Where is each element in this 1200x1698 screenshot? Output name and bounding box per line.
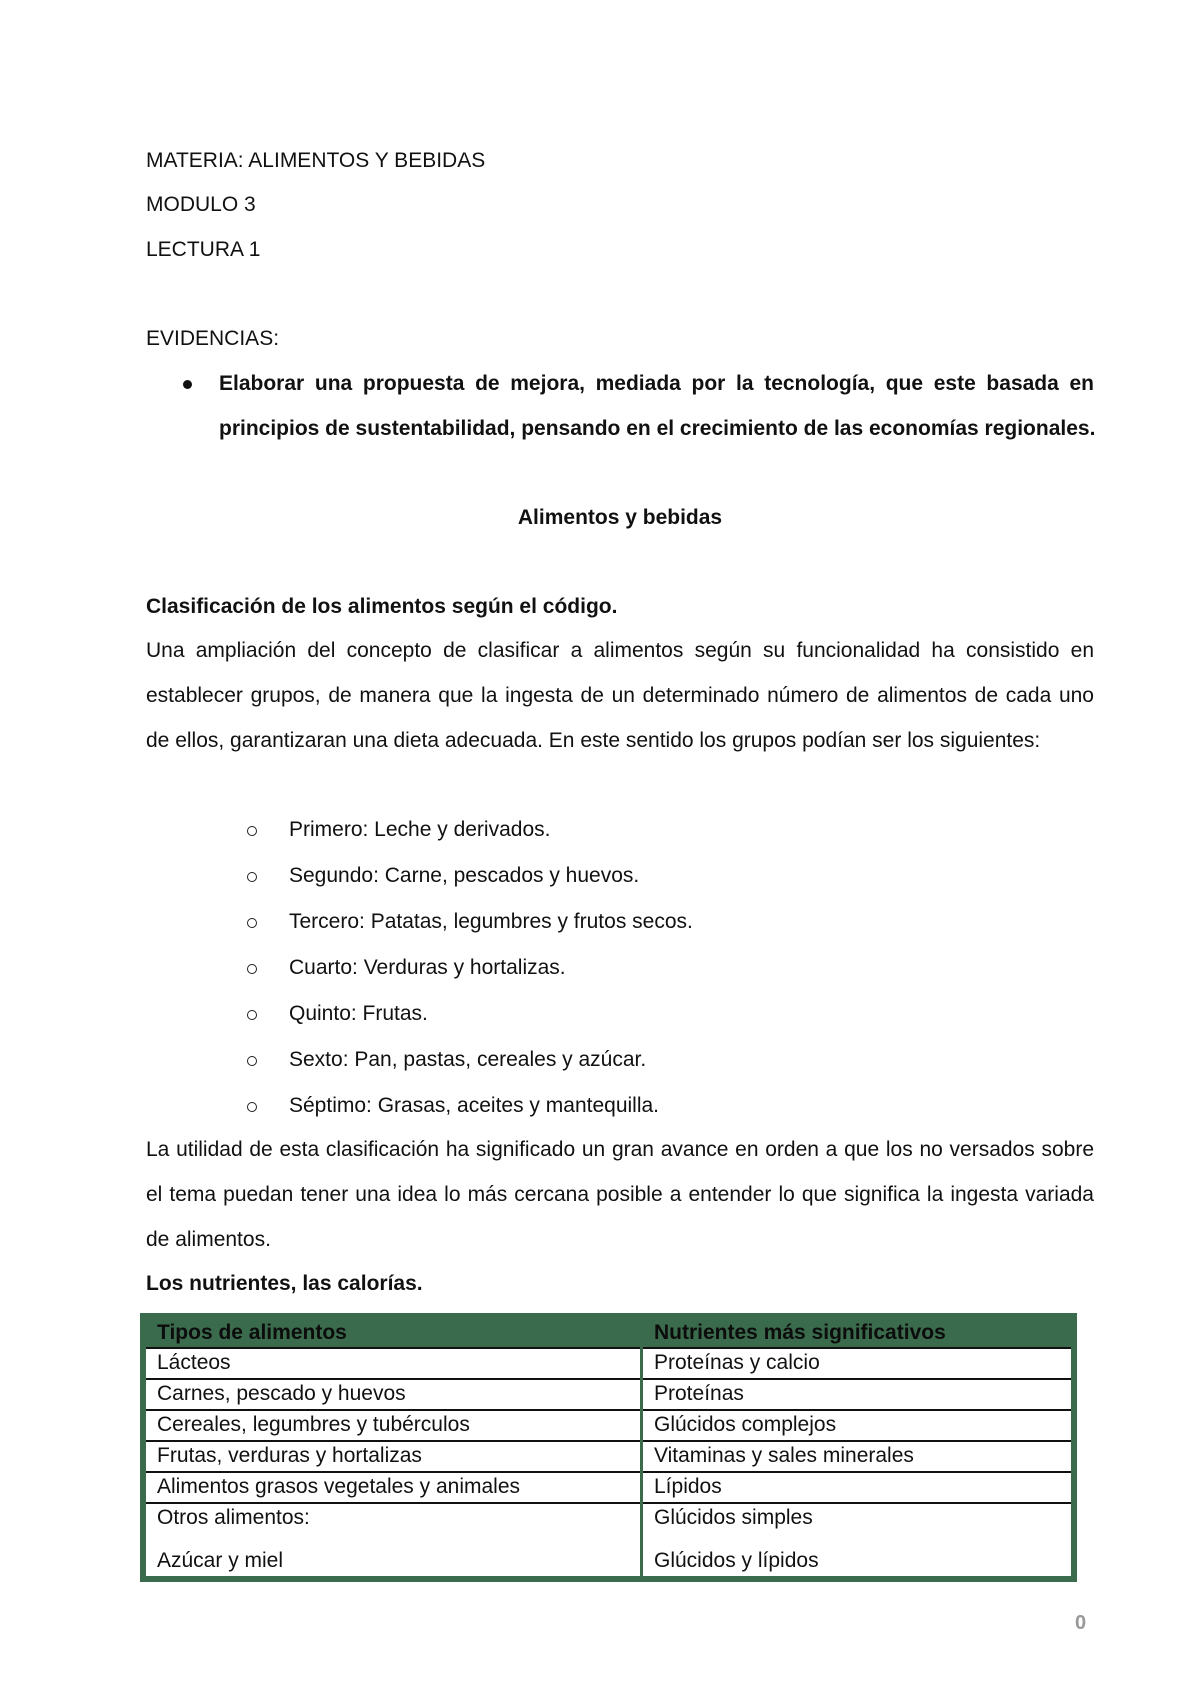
bullet-icon [183,380,192,389]
table-cell: Azúcar y miel [157,1549,284,1572]
table-cell: Frutas, verduras y hortalizas [157,1444,422,1467]
evidencias-title: EVIDENCIAS: [146,327,280,350]
list-circle-icon [247,1056,257,1066]
conclusion-paragraph: La utilidad de esta clasificación ha significado un gran avance en orden a que los no versados sobre el tema puedan tener una idea lo más cercana posible a entender lo que significa la ingesta variada de alimentos. [146,1138,1094,1251]
evidencias-bullet-line2: principios de sustentabilidad, pensando en el crecimiento de las economías regionales. [219,417,1096,440]
list-circle-icon [247,918,257,928]
table-cell: Glúcidos simples [654,1506,813,1529]
table-cell: Glúcidos y lípidos [654,1549,819,1572]
table-cell: Proteínas [654,1382,744,1405]
list-circle-icon [247,964,257,974]
list-circle-icon [247,872,257,882]
list-item: Séptimo: Grasas, aceites y mantequilla. [289,1094,660,1117]
table-row [146,1347,1071,1378]
table-header-cell: Tipos de alimentos [157,1321,347,1344]
list-item: Primero: Leche y derivados. [289,818,551,841]
table-cell: Glúcidos complejos [654,1413,837,1436]
list-item: Quinto: Frutas. [289,1002,428,1025]
table-cell: Alimentos grasos vegetales y animales [157,1475,521,1498]
table-cell: Otros alimentos: [157,1506,310,1529]
table-header-cell: Nutrientes más significativos [654,1321,946,1344]
list-circle-icon [247,826,257,836]
modulo-line: MODULO 3 [146,193,256,216]
section-title: Alimentos y bebidas [517,506,723,529]
list-item: Cuarto: Verduras y hortalizas. [289,956,566,979]
page-number: 0 [1075,1612,1087,1634]
table-cell: Lípidos [654,1475,722,1498]
table-cell: Lácteos [157,1351,231,1374]
nutrients-table [140,1313,1077,1582]
table-cell: Carnes, pescado y huevos [157,1382,406,1405]
lectura-line: LECTURA 1 [146,238,261,261]
clasificacion-heading: Clasificación de los alimentos según el código. [146,595,618,618]
list-item: Sexto: Pan, pastas, cereales y azúcar. [289,1048,647,1071]
table-column-divider [640,1319,643,1576]
list-circle-icon [247,1010,257,1020]
materia-line: MATERIA: ALIMENTOS Y BEBIDAS [146,149,486,172]
clasificacion-paragraph: Una ampliación del concepto de clasificar a alimentos según su funcionalidad ha consistido en establecer grupos, de manera que la ingesta de un determinado número de alimentos de cada uno de ellos, garantizaran una dieta adecuada. En este sentido los grupos podían ser los siguientes: [146,639,1094,752]
list-item: Tercero: Patatas, legumbres y frutos secos. [289,910,693,933]
table-cell: Proteínas y calcio [654,1351,820,1374]
list-item: Segundo: Carne, pescados y huevos. [289,864,640,887]
table-cell: Cereales, legumbres y tubérculos [157,1413,470,1436]
list-circle-icon [247,1102,257,1112]
nutrientes-heading: Los nutrientes, las calorías. [146,1272,423,1295]
table-cell: Vitaminas y sales minerales [654,1444,914,1467]
evidencias-bullet-line1: Elaborar una propuesta de mejora, mediada por la tecnología, que este basada en [219,372,1094,395]
